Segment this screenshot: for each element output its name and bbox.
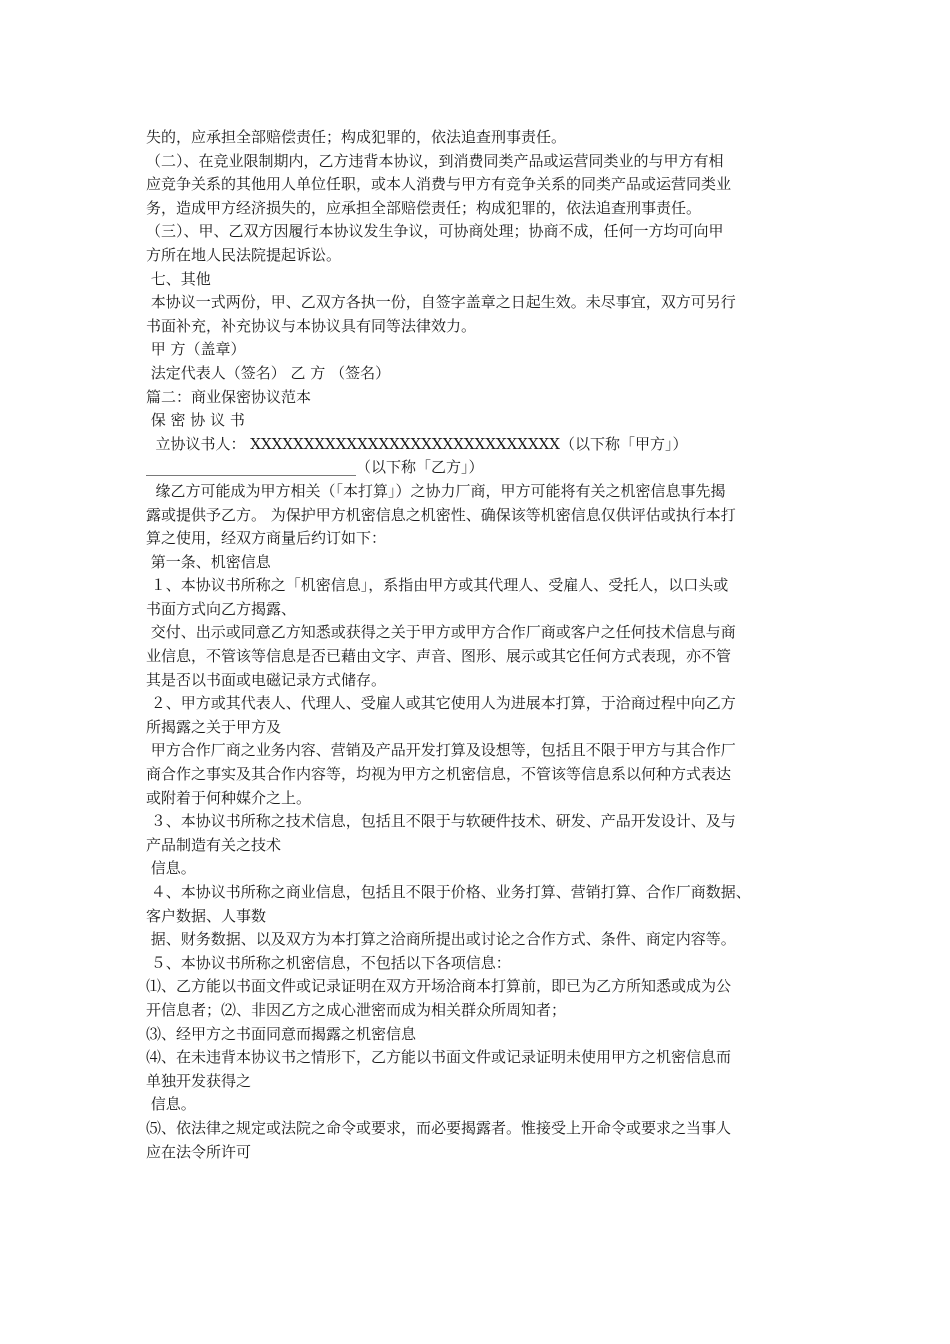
- text-line: （三）、甲、乙双方因履行本协议发生争议，可协商处理；协商不成，任何一方均可向甲: [146, 222, 724, 241]
- text-line: 产品制造有关之技术: [146, 835, 282, 854]
- text-line: 开信息者；⑵、非因乙方之成心泄密而成为相关群众所周知者；: [146, 1000, 567, 1019]
- text-line: 据、财务数据、以及双方为本打算之洽商所提出或讨论之合作方式、条件、商定内容等。: [146, 930, 736, 949]
- text-line: （二）、在竞业限制期内，乙方违背本协议，到消费同类产品或运营同类业的与甲方有相: [146, 151, 724, 170]
- text-line: 甲方合作厂商之业务内容、营销及产品开发打算及设想等，包括且不限于甲方与其合作厂: [146, 741, 736, 760]
- text-line: 甲 方（盖章）: [146, 340, 246, 359]
- text-line: 其是否以书面或电磁记录方式储存。: [146, 670, 387, 689]
- text-line: ３、本协议书所称之技术信息，包括且不限于与软硬件技术、研发、产品开发设计、及与: [146, 812, 736, 831]
- text-line: 七、其他: [146, 269, 211, 288]
- text-line: ____________________________（以下称「乙方」）: [146, 458, 484, 477]
- text-line: 信息。: [146, 1095, 196, 1114]
- text-line: 失的，应承担全部赔偿责任；构成犯罪的，依法追查刑事责任。: [146, 128, 567, 146]
- text-line: 立协议书人： XXXXXXXXXXXXXXXXXXXXXXXXXXXXX（以下称「甲方」）: [146, 434, 688, 453]
- text-line: ５、本协议书所称之机密信息，不包括以下各项信息：: [146, 953, 511, 972]
- text-line: ⑸、依法律之规定或法院之命令或要求，而必要揭露者。惟接受上开命令或要求之当事人: [146, 1118, 732, 1137]
- text-line: 单独开发获得之: [146, 1071, 252, 1090]
- text-line: 篇二：商业保密协议范本: [146, 387, 312, 406]
- text-line: ⑴、乙方能以书面文件或记录证明在双方开场洽商本打算前，即已为乙方所知悉或成为公: [146, 977, 732, 996]
- text-line: 保 密 协 议 书: [146, 411, 245, 430]
- text-line: ⑶、经甲方之书面同意而揭露之机密信息: [146, 1024, 417, 1043]
- text-line: 务，造成甲方经济损失的，应承担全部赔偿责任；构成犯罪的，依法追查刑事责任。: [146, 198, 702, 217]
- text-line: 业信息，不管该等信息是否已藉由文字、声音、图形、展示或其它任何方式表现，亦不管: [146, 647, 732, 666]
- text-line: 应在法令所许可: [146, 1142, 252, 1161]
- text-line: １、本协议书所称之「机密信息」，系指由甲方或其代理人、受雇人、受托人，以口头或: [146, 576, 729, 595]
- text-line: ２、甲方或其代表人、代理人、受雇人或其它使用人为进展本打算，于洽商过程中向乙方: [146, 694, 736, 713]
- text-line: 书面补充，补充协议与本协议具有同等法律效力。: [146, 316, 477, 335]
- text-line: 商合作之事实及其合作内容等，均视为甲方之机密信息，不管该等信息系以何种方式表达: [146, 765, 732, 784]
- text-line: 书面方式向乙方揭露、: [146, 599, 297, 618]
- text-line: 所揭露之关于甲方及: [146, 717, 282, 736]
- text-line: 交付、出示或同意乙方知悉或获得之关于甲方或甲方合作厂商或客户之任何技术信息与商: [146, 623, 736, 642]
- text-line: 第一条、机密信息: [146, 552, 271, 571]
- text-line: 法定代表人（签名） 乙 方 （签名）: [146, 363, 391, 382]
- text-line: 或附着于何种媒介之上。: [146, 788, 312, 807]
- text-line: 信息。: [146, 859, 196, 878]
- text-line: ４、本协议书所称之商业信息，包括且不限于价格、业务打算、营销打算、合作厂商数据、: [146, 883, 751, 901]
- text-line: 本协议一式两份，甲、乙双方各执一份，自签字盖章之日起生效。未尽事宜，双方可另行: [146, 293, 736, 312]
- document-body: [146, 126, 826, 1164]
- text-line: ⑷、在未违背本协议书之情形下，乙方能以书面文件或记录证明未使用甲方之机密信息而: [146, 1048, 732, 1067]
- text-line: 露或提供予乙方。 为保护甲方机密信息之机密性、确保该等机密信息仅供评估或执行本打: [146, 505, 736, 524]
- text-line: 算之使用，经双方商量后约订如下：: [146, 529, 387, 548]
- text-line: 客户数据、人事数: [146, 906, 267, 925]
- text-line: 缘乙方可能成为甲方相关（「本打算」）之协力厂商，甲方可能将有关之机密信息事先揭: [146, 481, 726, 500]
- text-line: 应竞争关系的其他用人单位任职，或本人消费与甲方有竞争关系的同类产品或运营同类业: [146, 175, 732, 194]
- text-line: 方所在地人民法院提起诉讼。: [146, 245, 342, 264]
